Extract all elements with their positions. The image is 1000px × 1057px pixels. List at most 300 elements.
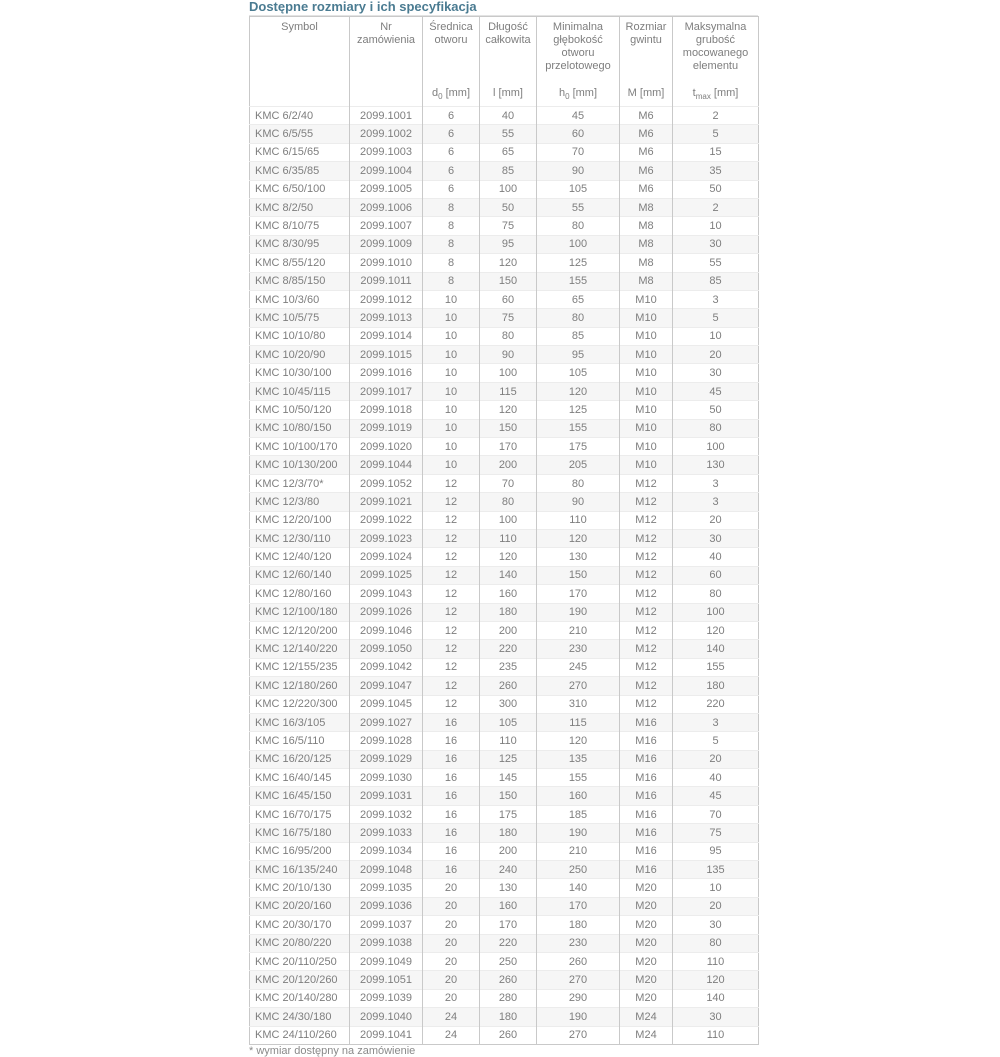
value-cell: 2099.1005: [350, 180, 423, 198]
table-row: [250, 677, 759, 695]
value-cell: 50: [673, 401, 759, 419]
value-cell: 105: [480, 713, 537, 731]
symbol-cell: KMC 16/40/145: [250, 769, 350, 787]
value-cell: 80: [537, 474, 620, 492]
value-cell: M16: [620, 861, 673, 879]
value-cell: 90: [537, 162, 620, 180]
col-label: Nr zamówienia: [356, 21, 416, 46]
value-cell: 260: [480, 677, 537, 695]
value-cell: 8: [423, 272, 480, 290]
symbol-cell: KMC 6/50/100: [250, 180, 350, 198]
value-cell: 110: [480, 732, 537, 750]
table-row: [250, 529, 759, 547]
value-cell: 10: [423, 327, 480, 345]
table-row: [250, 732, 759, 750]
value-cell: 45: [673, 382, 759, 400]
table-row: [250, 769, 759, 787]
value-cell: 160: [480, 585, 537, 603]
value-cell: 135: [673, 861, 759, 879]
value-cell: M10: [620, 364, 673, 382]
value-cell: M10: [620, 401, 673, 419]
value-cell: 115: [537, 713, 620, 731]
value-cell: M16: [620, 842, 673, 860]
table-row: [250, 658, 759, 676]
value-cell: 8: [423, 198, 480, 216]
value-cell: 65: [537, 290, 620, 308]
value-cell: 45: [673, 787, 759, 805]
value-cell: 30: [673, 529, 759, 547]
value-cell: 190: [537, 603, 620, 621]
value-cell: 2099.1031: [350, 787, 423, 805]
symbol-cell: KMC 24/30/180: [250, 1008, 350, 1026]
value-cell: M10: [620, 438, 673, 456]
value-cell: 10: [423, 346, 480, 364]
value-cell: M24: [620, 1008, 673, 1026]
value-cell: 240: [480, 861, 537, 879]
value-cell: 110: [673, 1026, 759, 1044]
value-cell: 5: [673, 125, 759, 143]
value-cell: 12: [423, 640, 480, 658]
value-cell: 3: [673, 474, 759, 492]
value-cell: 16: [423, 732, 480, 750]
col-header-order-number: [350, 17, 423, 107]
table-row: [250, 750, 759, 768]
col-header-total-length: [480, 17, 537, 107]
value-cell: 270: [537, 971, 620, 989]
table-row: [250, 272, 759, 290]
value-cell: M6: [620, 180, 673, 198]
symbol-cell: KMC 16/20/125: [250, 750, 350, 768]
value-cell: 150: [537, 566, 620, 584]
value-cell: 2099.1040: [350, 1008, 423, 1026]
value-cell: 120: [480, 548, 537, 566]
col-label: Rozmiar gwintu: [625, 21, 667, 46]
value-cell: 180: [480, 1008, 537, 1026]
value-cell: 2099.1044: [350, 456, 423, 474]
value-cell: 2099.1018: [350, 401, 423, 419]
value-cell: 12: [423, 511, 480, 529]
value-cell: 75: [480, 217, 537, 235]
value-cell: 2099.1035: [350, 879, 423, 897]
table-row: [250, 327, 759, 345]
value-cell: 290: [537, 989, 620, 1007]
col-header-thread-size: [620, 17, 673, 107]
col-unit: M [mm]: [627, 86, 665, 99]
symbol-cell: KMC 20/20/160: [250, 897, 350, 915]
symbol-cell: KMC 12/100/180: [250, 603, 350, 621]
value-cell: 80: [673, 419, 759, 437]
symbol-cell: KMC 6/5/55: [250, 125, 350, 143]
value-cell: 310: [537, 695, 620, 713]
page-title: Dostępne rozmiary i ich specyfikacja: [249, 0, 758, 16]
value-cell: 16: [423, 805, 480, 823]
value-cell: 245: [537, 658, 620, 676]
table-row: [250, 290, 759, 308]
value-cell: 20: [673, 346, 759, 364]
value-cell: 80: [537, 217, 620, 235]
value-cell: 205: [537, 456, 620, 474]
value-cell: M12: [620, 640, 673, 658]
symbol-cell: KMC 10/45/115: [250, 382, 350, 400]
value-cell: 300: [480, 695, 537, 713]
table-row: [250, 107, 759, 125]
symbol-cell: KMC 16/95/200: [250, 842, 350, 860]
value-cell: 10: [423, 401, 480, 419]
value-cell: 135: [537, 750, 620, 768]
value-cell: M20: [620, 879, 673, 897]
value-cell: 20: [423, 897, 480, 915]
value-cell: 16: [423, 787, 480, 805]
symbol-cell: KMC 12/140/220: [250, 640, 350, 658]
value-cell: 10: [423, 290, 480, 308]
table-row: [250, 585, 759, 603]
symbol-cell: KMC 12/40/120: [250, 548, 350, 566]
symbol-cell: KMC 10/130/200: [250, 456, 350, 474]
symbol-cell: KMC 12/80/160: [250, 585, 350, 603]
symbol-cell: KMC 8/55/120: [250, 254, 350, 272]
value-cell: 16: [423, 824, 480, 842]
value-cell: 190: [537, 1008, 620, 1026]
symbol-cell: KMC 20/10/130: [250, 879, 350, 897]
value-cell: 20: [673, 750, 759, 768]
value-cell: 30: [673, 916, 759, 934]
value-cell: 270: [537, 1026, 620, 1044]
value-cell: 2099.1017: [350, 382, 423, 400]
value-cell: 220: [480, 640, 537, 658]
value-cell: 110: [480, 529, 537, 547]
symbol-cell: KMC 10/50/120: [250, 401, 350, 419]
table-row: [250, 254, 759, 272]
value-cell: M10: [620, 419, 673, 437]
table-row: [250, 235, 759, 253]
value-cell: 8: [423, 217, 480, 235]
value-cell: 2099.1003: [350, 143, 423, 161]
value-cell: 20: [423, 952, 480, 970]
value-cell: 105: [537, 180, 620, 198]
value-cell: 80: [480, 493, 537, 511]
value-cell: 95: [673, 842, 759, 860]
value-cell: 16: [423, 750, 480, 768]
value-cell: 190: [537, 824, 620, 842]
value-cell: 16: [423, 842, 480, 860]
value-cell: 5: [673, 309, 759, 327]
value-cell: 235: [480, 658, 537, 676]
value-cell: 70: [673, 805, 759, 823]
value-cell: 2099.1037: [350, 916, 423, 934]
symbol-cell: KMC 10/30/100: [250, 364, 350, 382]
symbol-cell: KMC 8/10/75: [250, 217, 350, 235]
value-cell: 2099.1032: [350, 805, 423, 823]
table-row: [250, 621, 759, 639]
symbol-cell: KMC 10/80/150: [250, 419, 350, 437]
value-cell: 2099.1039: [350, 989, 423, 1007]
table-row: [250, 603, 759, 621]
value-cell: 12: [423, 677, 480, 695]
value-cell: 2099.1028: [350, 732, 423, 750]
table-row: [250, 419, 759, 437]
value-cell: M12: [620, 603, 673, 621]
value-cell: 12: [423, 548, 480, 566]
value-cell: 2099.1013: [350, 309, 423, 327]
value-cell: 2099.1007: [350, 217, 423, 235]
value-cell: 260: [480, 971, 537, 989]
symbol-cell: KMC 12/3/70*: [250, 474, 350, 492]
value-cell: 2099.1034: [350, 842, 423, 860]
value-cell: 140: [537, 879, 620, 897]
value-cell: 130: [537, 548, 620, 566]
value-cell: 16: [423, 713, 480, 731]
value-cell: 75: [480, 309, 537, 327]
value-cell: M8: [620, 272, 673, 290]
value-cell: 2099.1011: [350, 272, 423, 290]
value-cell: M10: [620, 290, 673, 308]
table-row: [250, 217, 759, 235]
value-cell: 90: [480, 346, 537, 364]
value-cell: M16: [620, 750, 673, 768]
value-cell: 6: [423, 180, 480, 198]
table-row: [250, 493, 759, 511]
table-row: [250, 162, 759, 180]
value-cell: 2099.1025: [350, 566, 423, 584]
symbol-cell: KMC 10/5/75: [250, 309, 350, 327]
value-cell: M12: [620, 548, 673, 566]
symbol-cell: KMC 20/140/280: [250, 989, 350, 1007]
value-cell: 100: [480, 180, 537, 198]
table-row: [250, 566, 759, 584]
value-cell: 50: [480, 198, 537, 216]
value-cell: M12: [620, 493, 673, 511]
symbol-cell: KMC 16/75/180: [250, 824, 350, 842]
value-cell: 40: [673, 548, 759, 566]
col-label: Minimalna głębokość otworu przelotowego: [545, 21, 611, 72]
value-cell: 200: [480, 621, 537, 639]
symbol-cell: KMC 10/10/80: [250, 327, 350, 345]
value-cell: M16: [620, 787, 673, 805]
symbol-cell: KMC 20/80/220: [250, 934, 350, 952]
value-cell: M20: [620, 989, 673, 1007]
table-body: [250, 107, 759, 1045]
symbol-cell: KMC 12/155/235: [250, 658, 350, 676]
value-cell: 30: [673, 364, 759, 382]
symbol-cell: KMC 24/110/260: [250, 1026, 350, 1044]
value-cell: 10: [673, 327, 759, 345]
value-cell: 80: [537, 309, 620, 327]
symbol-cell: KMC 10/20/90: [250, 346, 350, 364]
value-cell: 16: [423, 861, 480, 879]
value-cell: 2099.1026: [350, 603, 423, 621]
value-cell: 2099.1038: [350, 934, 423, 952]
table-row: [250, 934, 759, 952]
value-cell: 2099.1050: [350, 640, 423, 658]
table-row: [250, 952, 759, 970]
value-cell: 2099.1046: [350, 621, 423, 639]
value-cell: 12: [423, 529, 480, 547]
value-cell: 2099.1021: [350, 493, 423, 511]
table-row: [250, 511, 759, 529]
value-cell: M6: [620, 162, 673, 180]
table-row: [250, 548, 759, 566]
value-cell: 10: [423, 382, 480, 400]
value-cell: M20: [620, 952, 673, 970]
col-header-min-hole-depth: [537, 17, 620, 107]
value-cell: 2099.1045: [350, 695, 423, 713]
value-cell: 2099.1030: [350, 769, 423, 787]
value-cell: 2099.1051: [350, 971, 423, 989]
symbol-cell: KMC 10/100/170: [250, 438, 350, 456]
value-cell: M10: [620, 382, 673, 400]
value-cell: M6: [620, 125, 673, 143]
value-cell: 170: [537, 897, 620, 915]
value-cell: 2099.1047: [350, 677, 423, 695]
value-cell: 2099.1024: [350, 548, 423, 566]
value-cell: 110: [673, 952, 759, 970]
symbol-cell: KMC 8/30/95: [250, 235, 350, 253]
value-cell: 2099.1041: [350, 1026, 423, 1044]
value-cell: M12: [620, 658, 673, 676]
value-cell: M16: [620, 805, 673, 823]
value-cell: 60: [537, 125, 620, 143]
value-cell: 3: [673, 493, 759, 511]
symbol-cell: KMC 12/20/100: [250, 511, 350, 529]
table-row: [250, 438, 759, 456]
value-cell: 60: [673, 566, 759, 584]
table-row: [250, 382, 759, 400]
col-unit: $d_0$ [mm]: [431, 86, 471, 101]
value-cell: 2099.1014: [350, 327, 423, 345]
table-row: [250, 897, 759, 915]
value-cell: 210: [537, 842, 620, 860]
value-cell: 10: [423, 419, 480, 437]
col-header-symbol: [250, 17, 350, 107]
value-cell: 200: [480, 842, 537, 860]
value-cell: 160: [480, 897, 537, 915]
value-cell: 2099.1010: [350, 254, 423, 272]
value-cell: 80: [480, 327, 537, 345]
value-cell: M6: [620, 107, 673, 125]
value-cell: 2099.1001: [350, 107, 423, 125]
value-cell: 120: [480, 254, 537, 272]
value-cell: M12: [620, 474, 673, 492]
symbol-cell: KMC 12/220/300: [250, 695, 350, 713]
value-cell: 2099.1036: [350, 897, 423, 915]
value-cell: 140: [673, 640, 759, 658]
value-cell: 20: [673, 897, 759, 915]
value-cell: 2099.1052: [350, 474, 423, 492]
value-cell: M10: [620, 309, 673, 327]
value-cell: 10: [673, 879, 759, 897]
value-cell: 180: [480, 603, 537, 621]
value-cell: 20: [423, 916, 480, 934]
value-cell: 120: [673, 971, 759, 989]
value-cell: M10: [620, 456, 673, 474]
value-cell: 24: [423, 1026, 480, 1044]
table-row: [250, 143, 759, 161]
value-cell: 2099.1042: [350, 658, 423, 676]
value-cell: 220: [480, 934, 537, 952]
value-cell: 6: [423, 143, 480, 161]
col-label: Symbol: [281, 21, 318, 33]
symbol-cell: KMC 8/85/150: [250, 272, 350, 290]
value-cell: M16: [620, 732, 673, 750]
table-row: [250, 474, 759, 492]
value-cell: M20: [620, 897, 673, 915]
value-cell: 100: [537, 235, 620, 253]
value-cell: 140: [673, 989, 759, 1007]
value-cell: 12: [423, 474, 480, 492]
value-cell: 90: [537, 493, 620, 511]
value-cell: M20: [620, 916, 673, 934]
value-cell: 12: [423, 493, 480, 511]
table-row: [250, 713, 759, 731]
value-cell: 130: [673, 456, 759, 474]
value-cell: M20: [620, 934, 673, 952]
value-cell: 170: [480, 438, 537, 456]
value-cell: 55: [673, 254, 759, 272]
value-cell: 2099.1023: [350, 529, 423, 547]
value-cell: 6: [423, 125, 480, 143]
table-row: [250, 824, 759, 842]
value-cell: 120: [537, 529, 620, 547]
value-cell: 2099.1020: [350, 438, 423, 456]
value-cell: 175: [480, 805, 537, 823]
value-cell: 230: [537, 934, 620, 952]
value-cell: 75: [673, 824, 759, 842]
value-cell: M10: [620, 327, 673, 345]
value-cell: M12: [620, 621, 673, 639]
value-cell: 185: [537, 805, 620, 823]
value-cell: 55: [480, 125, 537, 143]
value-cell: 170: [480, 916, 537, 934]
value-cell: M6: [620, 143, 673, 161]
value-cell: 145: [480, 769, 537, 787]
value-cell: M12: [620, 529, 673, 547]
value-cell: 60: [480, 290, 537, 308]
symbol-cell: KMC 20/120/260: [250, 971, 350, 989]
value-cell: 35: [673, 162, 759, 180]
value-cell: 40: [480, 107, 537, 125]
symbol-cell: KMC 12/30/110: [250, 529, 350, 547]
value-cell: 2099.1004: [350, 162, 423, 180]
value-cell: 2099.1019: [350, 419, 423, 437]
value-cell: M12: [620, 677, 673, 695]
value-cell: M12: [620, 585, 673, 603]
value-cell: 10: [423, 309, 480, 327]
value-cell: 180: [673, 677, 759, 695]
value-cell: 2099.1015: [350, 346, 423, 364]
value-cell: 80: [673, 934, 759, 952]
value-cell: 24: [423, 1008, 480, 1026]
value-cell: M24: [620, 1026, 673, 1044]
value-cell: M16: [620, 769, 673, 787]
value-cell: 180: [537, 916, 620, 934]
value-cell: 8: [423, 235, 480, 253]
spec-section: [249, 0, 758, 1057]
value-cell: 3: [673, 290, 759, 308]
value-cell: 2099.1009: [350, 235, 423, 253]
value-cell: M8: [620, 217, 673, 235]
value-cell: 85: [537, 327, 620, 345]
value-cell: 105: [537, 364, 620, 382]
value-cell: M8: [620, 198, 673, 216]
symbol-cell: KMC 12/120/200: [250, 621, 350, 639]
value-cell: M16: [620, 824, 673, 842]
value-cell: 12: [423, 658, 480, 676]
value-cell: 2099.1033: [350, 824, 423, 842]
value-cell: M12: [620, 695, 673, 713]
table-row: [250, 787, 759, 805]
symbol-cell: KMC 10/3/60: [250, 290, 350, 308]
value-cell: 100: [673, 603, 759, 621]
